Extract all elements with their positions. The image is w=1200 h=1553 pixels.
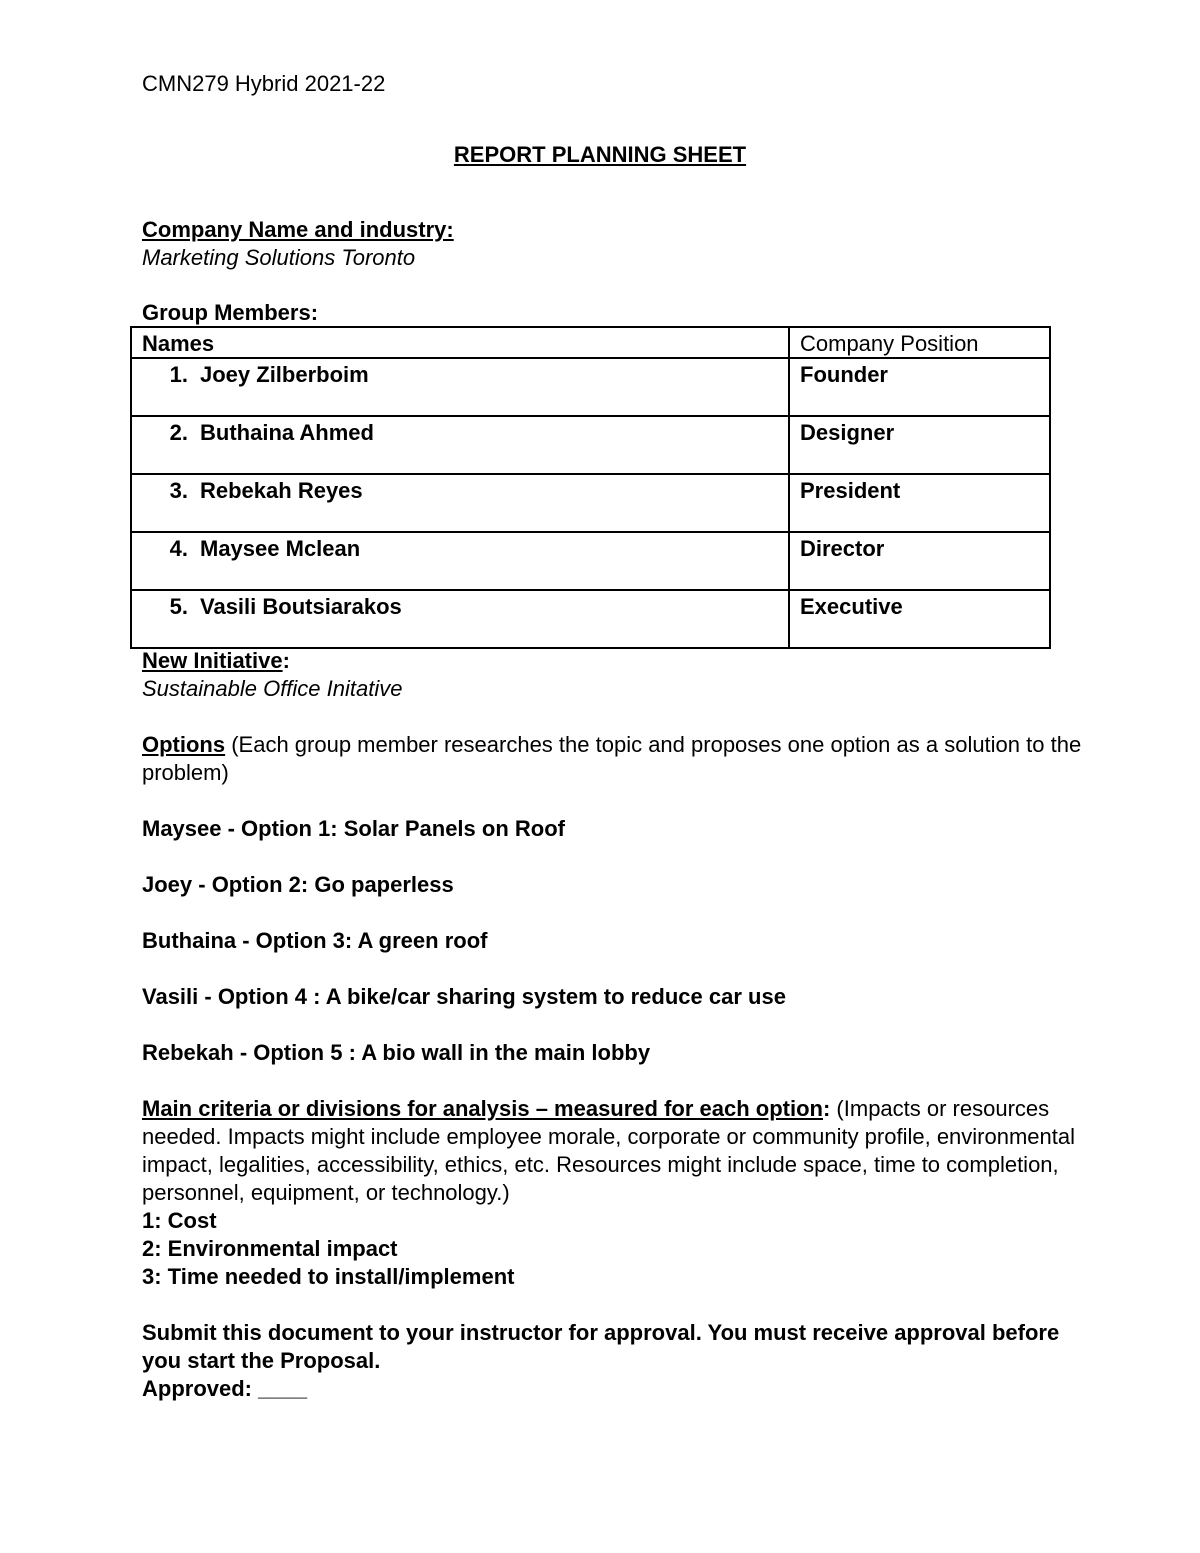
- member-name: Joey Zilberboim: [200, 362, 369, 387]
- course-header: CMN279 Hybrid 2021-22: [142, 71, 386, 96]
- option-item: Buthaina - Option 3: A green roof: [142, 928, 488, 953]
- initiative-value: Sustainable Office Initative: [142, 676, 403, 701]
- company-value: Marketing Solutions Toronto: [142, 245, 416, 270]
- options-section: [142, 731, 1092, 1403]
- initiative-heading: New Initiative:: [142, 648, 290, 673]
- member-name: Maysee Mclean: [200, 536, 361, 561]
- company-section: [142, 216, 1092, 272]
- initiative-label: New Initiative: [142, 648, 283, 673]
- names-header: Names: [131, 327, 789, 358]
- criteria-item: 1: Cost: [142, 1208, 217, 1233]
- member-name: Buthaina Ahmed: [200, 420, 374, 445]
- member-name: Vasili Boutsiarakos: [200, 594, 402, 619]
- member-name-cell: 4. Maysee Mclean: [131, 532, 789, 590]
- initiative-section: [142, 647, 1092, 703]
- table-row: [131, 416, 1050, 474]
- table-row: [131, 590, 1050, 648]
- member-position: Executive: [789, 590, 1050, 648]
- position-header: Company Position: [789, 327, 1050, 358]
- criteria-label: Main criteria or divisions for analysis – measured for each option: [142, 1096, 823, 1121]
- group-members-label: Group Members:: [142, 300, 319, 325]
- member-position: Director: [789, 532, 1050, 590]
- group-members-table: [130, 326, 1051, 649]
- member-name-cell: 3. Rebekah Reyes: [131, 474, 789, 532]
- table-row: [131, 474, 1050, 532]
- options-label: Options: [142, 732, 226, 757]
- option-item: Joey - Option 2: Go paperless: [142, 872, 454, 897]
- table-row: [131, 358, 1050, 416]
- company-label: Company Name and industry:: [142, 217, 454, 242]
- table-row: [131, 532, 1050, 590]
- criteria-heading: Main criteria or divisions for analysis – measured for each option: (Impacts or resources needed. Impacts might include employee morale, corporate or community profile, environmental impact, legalities, accessibility, ethics, etc. Resources might include space, time to completion, personnel, equipment, or technology.): [142, 1096, 1076, 1205]
- member-name-cell: 5. Vasili Boutsiarakos: [131, 590, 789, 648]
- criteria-description: (Impacts or resources needed. Impacts might include employee morale, corporate or community profile, environmental impact, legalities, accessibility, ethics, etc. Resources might include space, time to completion, personnel, equipment, or technology.): [142, 1096, 1076, 1205]
- criteria-item: 3: Time needed to install/implement: [142, 1264, 515, 1289]
- submit-instructions: Submit this document to your instructor for approval. You must receive approval before you start the Proposal.: [142, 1320, 1060, 1373]
- member-position: Founder: [789, 358, 1050, 416]
- page-title: REPORT PLANNING SHEET: [453, 142, 747, 167]
- options-description: (Each group member researches the topic and proposes one option as a solution to the problem): [142, 732, 1082, 785]
- member-name-cell: 1. Joey Zilberboim: [131, 358, 789, 416]
- member-position: President: [789, 474, 1050, 532]
- options-heading: [142, 731, 1092, 787]
- criteria-item: 2: Environmental impact: [142, 1236, 398, 1261]
- member-position: Designer: [789, 416, 1050, 474]
- option-item: Vasili - Option 4 : A bike/car sharing system to reduce car use: [142, 984, 786, 1009]
- option-item: Maysee - Option 1: Solar Panels on Roof: [142, 816, 565, 841]
- member-name: Rebekah Reyes: [200, 478, 363, 503]
- member-name-cell: 2. Buthaina Ahmed: [131, 416, 789, 474]
- approved-line: Approved: ____: [142, 1376, 308, 1401]
- option-item: Rebekah - Option 5 : A bio wall in the main lobby: [142, 1040, 651, 1065]
- table-header-row: [131, 327, 1050, 358]
